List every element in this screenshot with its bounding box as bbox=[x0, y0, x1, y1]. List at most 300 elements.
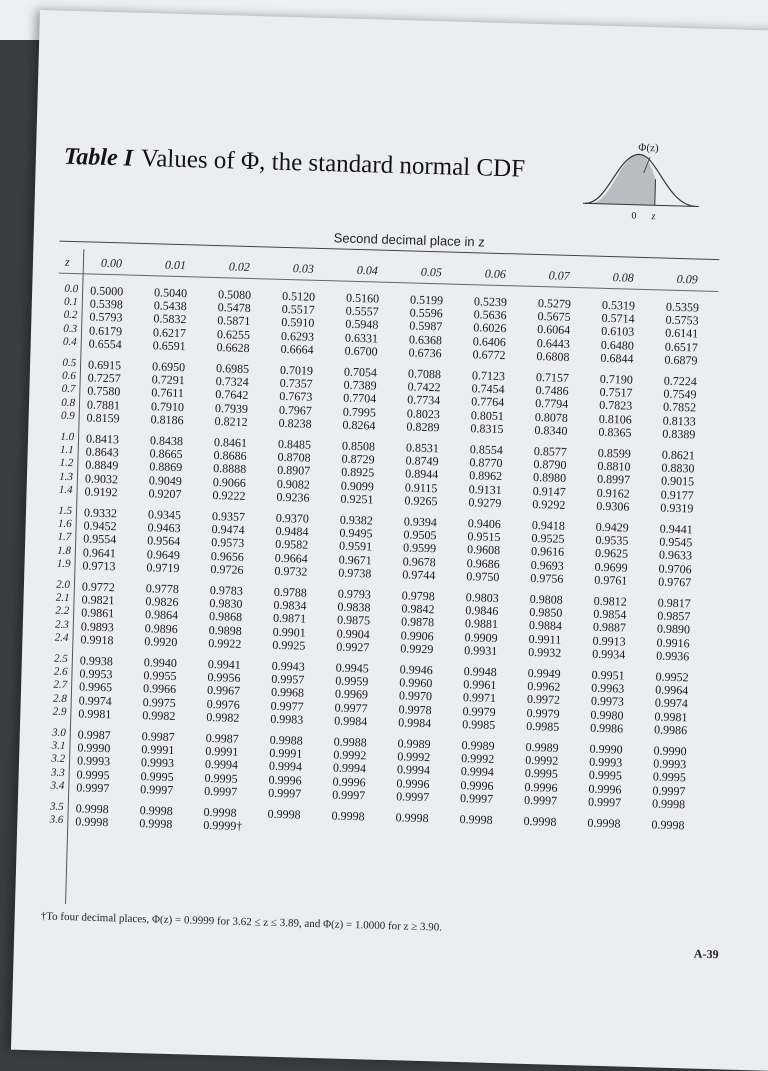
table-cell: 0.5000 bbox=[89, 283, 124, 299]
table-cell: 0.9706 bbox=[658, 561, 692, 577]
table-cell: 0.9821 bbox=[81, 592, 115, 608]
table-cell: 0.9767 bbox=[658, 574, 692, 590]
table-cell: 0.9922 bbox=[208, 635, 242, 651]
table-cell: 0.7157 bbox=[535, 369, 570, 385]
table-cell: 0.9998 bbox=[459, 812, 493, 827]
table-cell: 0.9049 bbox=[148, 472, 183, 488]
table-cell: 0.9850 bbox=[529, 605, 563, 621]
table-cell: 0.9993 bbox=[140, 755, 175, 771]
z-value: 3.3 bbox=[50, 766, 65, 779]
table-cell: 0.9988 bbox=[333, 734, 367, 750]
table-cell: 0.8997 bbox=[596, 472, 631, 488]
table-cell: 0.8749 bbox=[405, 453, 439, 469]
table-cell: 0.6480 bbox=[600, 337, 635, 353]
z-value: 2.1 bbox=[55, 591, 70, 605]
table-cell: 0.5040 bbox=[153, 285, 188, 301]
table-cell: 0.5832 bbox=[153, 311, 187, 327]
table-cell: 0.7224 bbox=[663, 373, 698, 389]
table-cell: 0.9913 bbox=[592, 633, 626, 649]
table-cell: 0.9956 bbox=[207, 670, 241, 686]
table-cell: 0.9382 bbox=[339, 512, 374, 528]
table-cell: 0.9989 bbox=[525, 739, 559, 755]
table-cell: 0.9948 bbox=[463, 664, 497, 680]
table-cell: 0.6700 bbox=[344, 343, 378, 359]
table-cell: 0.9966 bbox=[142, 681, 177, 697]
table-cell: 0.9974 bbox=[654, 695, 689, 711]
table-cell: 0.9357 bbox=[211, 509, 246, 524]
z-value: 0.8 bbox=[61, 396, 76, 409]
table-cell: 0.9812 bbox=[593, 593, 627, 609]
table-cell: 0.8106 bbox=[598, 411, 632, 427]
column-header: 0.00 bbox=[100, 255, 123, 271]
table-cell: 0.9997 bbox=[587, 794, 622, 810]
column-header: 0.06 bbox=[484, 266, 507, 282]
table-cell: 0.9744 bbox=[402, 567, 436, 583]
z-value: 1.4 bbox=[58, 483, 73, 496]
table-cell: 0.9987 bbox=[205, 730, 239, 746]
table-cell: 0.9996 bbox=[332, 774, 366, 789]
table-cell: 0.9946 bbox=[399, 662, 433, 678]
table-cell: 0.9916 bbox=[656, 635, 690, 650]
table-cell: 0.9992 bbox=[333, 747, 367, 763]
table-cell: 0.6406 bbox=[472, 333, 507, 349]
table-cell: 0.9115 bbox=[404, 479, 438, 495]
table-cell: 0.5675 bbox=[537, 309, 571, 325]
table-cell: 0.9925 bbox=[272, 637, 306, 653]
table-cell: 0.8389 bbox=[662, 426, 696, 442]
shaded-area bbox=[591, 153, 656, 205]
table-cell: 0.9951 bbox=[591, 667, 625, 683]
table-cell: 0.9953 bbox=[79, 666, 113, 682]
table-cell: 0.9960 bbox=[399, 675, 433, 691]
table-title-text: Values of Φ, the standard normal CDF bbox=[140, 144, 526, 183]
table-cell: 0.6772 bbox=[472, 347, 506, 362]
table-cell: 0.7967 bbox=[278, 402, 313, 418]
table-cell: 0.9713 bbox=[82, 558, 116, 574]
table-cell: 0.9995 bbox=[524, 766, 559, 782]
table-cell: 0.7704 bbox=[343, 391, 377, 406]
z-value: 0.5 bbox=[62, 356, 77, 370]
table-cell: 0.7995 bbox=[342, 404, 377, 420]
table-cell: 0.9994 bbox=[460, 764, 495, 780]
table-cell: 0.8212 bbox=[214, 413, 248, 429]
table-cell: 0.9991 bbox=[205, 744, 239, 760]
table-cell: 0.8159 bbox=[86, 410, 120, 426]
table-cell: 0.7517 bbox=[599, 384, 633, 400]
table-cell: 0.8790 bbox=[533, 457, 567, 473]
table-cell: 0.9988 bbox=[269, 732, 303, 748]
table-cell: 0.9998 bbox=[75, 801, 109, 817]
z-value: 3.0 bbox=[51, 726, 66, 740]
z-value: 1.6 bbox=[57, 517, 72, 531]
table-cell: 0.9686 bbox=[466, 555, 500, 571]
table-cell: 0.7549 bbox=[663, 386, 697, 402]
table-cell: 0.9429 bbox=[595, 519, 629, 535]
table-cell: 0.9996 bbox=[588, 781, 622, 797]
table-cell: 0.6255 bbox=[216, 326, 251, 342]
table-cell: 0.9808 bbox=[529, 591, 563, 607]
table-cell: 0.7357 bbox=[279, 376, 313, 391]
table-cell: 0.9162 bbox=[596, 485, 630, 501]
table-cell: 0.9834 bbox=[273, 597, 307, 613]
table-cell: 0.9099 bbox=[340, 478, 375, 494]
table-cell: 0.9131 bbox=[468, 481, 502, 497]
z-value: 0.2 bbox=[63, 309, 78, 322]
table-cell: 0.9997 bbox=[76, 780, 110, 796]
table-cell: 0.8577 bbox=[533, 443, 568, 459]
table-cell: 0.9418 bbox=[531, 517, 565, 533]
table-cell: 0.8907 bbox=[277, 463, 311, 479]
table-cell: 0.9441 bbox=[659, 521, 693, 537]
table-cell: 0.9495 bbox=[339, 525, 373, 541]
table-cell: 0.9938 bbox=[79, 653, 114, 669]
table-cell: 0.9066 bbox=[212, 474, 247, 490]
table-cell: 0.9505 bbox=[403, 527, 437, 543]
table-cell: 0.9147 bbox=[532, 483, 566, 499]
z-value: 2.7 bbox=[53, 679, 68, 692]
z-value: 0.1 bbox=[63, 295, 79, 309]
table-cell: 0.9981 bbox=[78, 706, 112, 722]
table-cell: 0.6808 bbox=[536, 348, 570, 364]
table-cell: 0.9957 bbox=[271, 671, 305, 687]
table-cell: 0.5080 bbox=[217, 287, 252, 303]
table-cell: 0.7190 bbox=[599, 371, 634, 387]
table-cell: 0.9993 bbox=[76, 753, 111, 769]
table-cell: 0.9997 bbox=[204, 783, 238, 799]
table-cell: 0.9969 bbox=[334, 686, 369, 702]
column-header: 0.08 bbox=[612, 270, 634, 285]
table-cell: 0.9995 bbox=[652, 769, 687, 785]
z-value: 3.1 bbox=[51, 739, 66, 753]
table-cell: 0.6844 bbox=[600, 350, 634, 366]
table-cell: 0.9699 bbox=[594, 559, 628, 575]
table-cell: 0.9192 bbox=[84, 484, 118, 500]
z-value: 0.4 bbox=[62, 335, 77, 348]
table-cell: 0.9909 bbox=[464, 629, 498, 645]
table-cell: 0.9959 bbox=[335, 673, 369, 689]
z-value: 2.3 bbox=[54, 618, 70, 631]
table-cell: 0.9996 bbox=[268, 772, 302, 788]
table-cell: 0.9608 bbox=[466, 542, 501, 558]
table-cell: 0.6554 bbox=[88, 336, 122, 352]
column-header: 0.04 bbox=[356, 262, 379, 278]
column-header: 0.09 bbox=[676, 271, 698, 287]
table-cell: 0.9964 bbox=[655, 682, 689, 698]
table-cell: 0.5871 bbox=[217, 313, 251, 329]
table-cell: 0.7486 bbox=[535, 383, 569, 399]
table-cell: 0.9842 bbox=[401, 601, 435, 617]
table-cell: 0.9952 bbox=[655, 669, 689, 685]
table-cell: 0.9993 bbox=[653, 756, 687, 772]
table-cell: 0.9996 bbox=[460, 777, 494, 793]
table-cell: 0.5478 bbox=[217, 300, 251, 316]
table-cell: 0.9177 bbox=[660, 487, 694, 503]
table-cell: 0.8830 bbox=[661, 460, 695, 476]
table-cell: 0.9864 bbox=[144, 607, 179, 623]
table-cell: 0.9998 bbox=[395, 810, 429, 826]
table-cell: 0.9726 bbox=[210, 561, 244, 577]
table-cell: 0.6443 bbox=[536, 335, 571, 351]
table-cell: 0.9778 bbox=[145, 581, 180, 597]
table-cell: 0.9997 bbox=[459, 790, 494, 806]
table-cell: 0.9573 bbox=[211, 535, 245, 551]
table-cell: 0.9940 bbox=[143, 655, 178, 671]
table-cell: 0.6293 bbox=[280, 328, 315, 344]
z-value: 3.2 bbox=[51, 753, 66, 766]
table-cell: 0.6179 bbox=[88, 323, 123, 339]
table-cell: 0.5987 bbox=[409, 318, 443, 334]
table-cell: 0.8643 bbox=[85, 444, 119, 460]
table-cell: 0.7823 bbox=[598, 398, 633, 414]
z-value: 3.4 bbox=[50, 779, 65, 792]
table-cell: 0.9525 bbox=[531, 531, 565, 547]
table-cell: 0.9474 bbox=[211, 522, 245, 538]
table-cell: 0.9996 bbox=[396, 775, 430, 791]
table-cell: 0.9995 bbox=[588, 768, 623, 783]
table-cell: 0.9997 bbox=[523, 792, 558, 808]
table-cell: 0.9599 bbox=[402, 540, 437, 556]
book-page bbox=[11, 10, 768, 1071]
column-header: 0.02 bbox=[228, 259, 251, 274]
normal-curve-diagram bbox=[582, 137, 704, 228]
table-cell: 0.9963 bbox=[591, 680, 625, 696]
table-cell: 0.9993 bbox=[589, 754, 623, 770]
table-cell: 0.9798 bbox=[401, 588, 435, 604]
table-cell: 0.9554 bbox=[83, 531, 117, 547]
table-cell: 0.9967 bbox=[206, 683, 241, 699]
table-cell: 0.8365 bbox=[598, 424, 632, 440]
table-cell: 0.9678 bbox=[402, 553, 436, 569]
z-value: 2.8 bbox=[52, 692, 67, 705]
table-cell: 0.6368 bbox=[408, 332, 443, 347]
table-cell: 0.6736 bbox=[408, 345, 442, 361]
table-cell: 0.7910 bbox=[150, 398, 185, 414]
table-cell: 0.9929 bbox=[400, 641, 434, 657]
table-cell: 0.8438 bbox=[149, 433, 184, 449]
table-cell: 0.9484 bbox=[275, 523, 309, 539]
table-cell: 0.9992 bbox=[397, 749, 431, 765]
table-cell: 0.9394 bbox=[403, 514, 438, 530]
table-cell: 0.9989 bbox=[397, 736, 431, 752]
table-cell: 0.5279 bbox=[537, 296, 572, 311]
table-cell: 0.9633 bbox=[658, 547, 693, 563]
table-cell: 0.9984 bbox=[334, 713, 368, 729]
table-cell: 0.8078 bbox=[534, 409, 569, 425]
table-cell: 0.5199 bbox=[409, 292, 444, 308]
table-cell: 0.8810 bbox=[597, 458, 631, 474]
table-cell: 0.6950 bbox=[151, 359, 186, 375]
z-value: 0.0 bbox=[64, 282, 79, 296]
table-cell: 0.9943 bbox=[271, 658, 305, 674]
table-cell: 0.5359 bbox=[665, 299, 700, 315]
z-value: 2.6 bbox=[53, 665, 68, 679]
table-cell: 0.9970 bbox=[398, 688, 433, 704]
table-cell: 0.7852 bbox=[662, 399, 697, 415]
table-cell: 0.5398 bbox=[89, 296, 124, 312]
table-cell: 0.9881 bbox=[464, 616, 499, 632]
table-cell: 0.5557 bbox=[345, 303, 379, 319]
table-cell: 0.9991 bbox=[269, 745, 303, 761]
table-cell: 0.9965 bbox=[78, 679, 113, 695]
table-cell: 0.6915 bbox=[87, 357, 122, 373]
table-cell: 0.8925 bbox=[341, 464, 375, 480]
table-cell: 0.8554 bbox=[469, 442, 504, 458]
subheader: Second decimal place in z bbox=[333, 230, 485, 250]
z-value: 1.2 bbox=[59, 457, 74, 470]
table-cell: 0.9772 bbox=[81, 579, 116, 595]
z-value: 1.8 bbox=[57, 544, 72, 557]
table-cell: 0.9625 bbox=[594, 546, 629, 562]
table-cell: 0.6517 bbox=[664, 339, 699, 355]
table-cell: 0.6628 bbox=[216, 339, 250, 355]
table-cell: 0.5793 bbox=[89, 309, 123, 325]
table-cell: 0.9985 bbox=[462, 716, 496, 732]
table-cell: 0.9973 bbox=[590, 694, 625, 709]
table-cell: 0.9082 bbox=[276, 476, 311, 492]
table-cell: 0.9999† bbox=[203, 818, 243, 834]
table-cell: 0.9997 bbox=[268, 785, 302, 801]
table-cell: 0.5160 bbox=[345, 290, 380, 306]
table-cell: 0.9983 bbox=[270, 711, 304, 727]
z-value: 2.9 bbox=[52, 705, 67, 718]
table-cell: 0.9986 bbox=[589, 720, 624, 736]
table-cell: 0.9961 bbox=[463, 677, 497, 693]
table-cell: 0.9857 bbox=[657, 608, 691, 624]
table-cell: 0.5438 bbox=[153, 298, 187, 314]
table-cell: 0.7764 bbox=[471, 394, 505, 410]
table-cell: 0.7673 bbox=[279, 389, 313, 405]
table-cell: 0.8980 bbox=[532, 470, 567, 486]
table-cell: 0.9750 bbox=[466, 568, 500, 584]
table-cell: 0.6026 bbox=[473, 320, 507, 336]
z-value: 2.5 bbox=[53, 652, 69, 666]
z-value: 0.6 bbox=[61, 369, 76, 383]
table-cell: 0.9994 bbox=[396, 762, 431, 778]
table-cell: 0.6879 bbox=[664, 352, 698, 368]
table-cell: 0.9649 bbox=[146, 546, 181, 562]
table-cell: 0.7054 bbox=[343, 364, 378, 380]
table-cell: 0.9693 bbox=[530, 557, 564, 573]
table-cell: 0.7939 bbox=[214, 400, 249, 416]
table-cell: 0.7794 bbox=[535, 396, 569, 412]
table-cell: 0.9732 bbox=[274, 563, 308, 579]
z-value: 0.3 bbox=[63, 322, 78, 335]
table-cell: 0.9738 bbox=[338, 565, 372, 581]
table-cell: 0.9975 bbox=[142, 694, 176, 710]
z-value: 1.3 bbox=[59, 470, 74, 483]
table-cell: 0.5120 bbox=[281, 288, 316, 304]
table-label: Table I bbox=[63, 143, 134, 172]
table-cell: 0.9932 bbox=[528, 644, 562, 660]
table-cell: 0.9978 bbox=[398, 701, 432, 717]
table-cell: 0.9918 bbox=[80, 632, 114, 648]
table-cell: 0.9998 bbox=[523, 813, 557, 829]
table-cell: 0.9979 bbox=[526, 705, 560, 721]
table-cell: 0.9972 bbox=[526, 692, 561, 708]
z-value: 0.9 bbox=[60, 409, 75, 422]
table-cell: 0.6985 bbox=[215, 361, 250, 376]
z-value: 1.9 bbox=[56, 557, 71, 570]
table-cell: 0.9898 bbox=[208, 622, 242, 638]
table-cell: 0.9279 bbox=[468, 494, 502, 510]
table-cell: 0.9979 bbox=[462, 703, 496, 719]
table-cell: 0.9893 bbox=[80, 618, 114, 634]
table-cell: 0.9884 bbox=[528, 618, 563, 634]
table-cell: 0.9934 bbox=[592, 646, 626, 662]
table-cell: 0.9265 bbox=[404, 493, 438, 509]
table-cell: 0.7123 bbox=[471, 368, 506, 384]
table-cell: 0.8289 bbox=[406, 419, 440, 435]
table-cell: 0.9370 bbox=[275, 510, 310, 526]
table-cell: 0.7454 bbox=[471, 381, 505, 397]
table-cell: 0.8686 bbox=[213, 448, 247, 464]
table-cell: 0.9990 bbox=[589, 741, 623, 757]
z-column-header: z bbox=[64, 254, 70, 269]
table-cell: 0.9911 bbox=[528, 631, 562, 647]
table-cell: 0.8665 bbox=[149, 446, 183, 462]
table-cell: 0.8944 bbox=[404, 466, 439, 482]
table-cell: 0.7291 bbox=[151, 372, 185, 388]
table-cell: 0.6103 bbox=[601, 324, 635, 340]
table-cell: 0.9904 bbox=[336, 626, 370, 642]
table-cell: 0.9535 bbox=[595, 532, 629, 548]
table-cell: 0.8531 bbox=[405, 440, 440, 456]
table-cell: 0.9977 bbox=[270, 698, 304, 714]
table-cell: 0.9452 bbox=[83, 518, 117, 534]
table-cell: 0.9997 bbox=[652, 783, 686, 798]
table-title bbox=[64, 143, 526, 184]
table-cell: 0.9616 bbox=[530, 544, 565, 560]
table-cell: 0.9998 bbox=[331, 808, 365, 824]
table-cell: 0.8621 bbox=[661, 447, 696, 463]
z-value: 3.5 bbox=[49, 800, 64, 813]
table-cell: 0.9987 bbox=[141, 729, 175, 745]
table-cell: 0.9998 bbox=[651, 817, 685, 833]
table-cell: 0.9319 bbox=[660, 500, 694, 516]
table-cell: 0.9830 bbox=[209, 596, 243, 612]
table-cell: 0.9949 bbox=[527, 665, 561, 681]
table-cell: 0.5753 bbox=[665, 312, 699, 328]
table-cell: 0.9861 bbox=[80, 605, 115, 621]
table-cell: 0.7642 bbox=[215, 387, 249, 403]
table-cell: 0.9887 bbox=[592, 620, 627, 635]
table-cell: 0.9981 bbox=[654, 709, 688, 724]
table-cell: 0.9591 bbox=[338, 538, 373, 554]
table-cell: 0.9817 bbox=[657, 595, 691, 611]
table-cell: 0.8508 bbox=[341, 438, 376, 454]
table-cell: 0.9984 bbox=[398, 715, 432, 730]
table-cell: 0.9875 bbox=[336, 612, 371, 628]
table-cell: 0.9756 bbox=[530, 570, 564, 586]
table-cell: 0.9788 bbox=[273, 584, 308, 600]
z-value: 2.4 bbox=[54, 631, 69, 644]
table-cell: 0.9826 bbox=[145, 594, 179, 610]
table-cell: 0.8413 bbox=[85, 431, 120, 447]
table-cell: 0.8888 bbox=[213, 461, 247, 477]
table-cell: 0.9941 bbox=[207, 656, 241, 672]
table-cell: 0.8051 bbox=[470, 407, 505, 423]
table-cell: 0.9955 bbox=[143, 668, 177, 684]
table-cell: 0.8599 bbox=[597, 445, 632, 461]
table-cell: 0.5239 bbox=[473, 294, 508, 310]
table-cell: 0.6217 bbox=[152, 324, 187, 340]
table-cell: 0.9719 bbox=[146, 559, 180, 575]
table-cell: 0.8264 bbox=[342, 417, 376, 433]
table-cell: 0.7088 bbox=[407, 366, 442, 382]
table-cell: 0.9992 bbox=[525, 753, 559, 768]
table-cell: 0.8485 bbox=[277, 436, 312, 452]
table-cell: 0.9868 bbox=[208, 609, 243, 625]
